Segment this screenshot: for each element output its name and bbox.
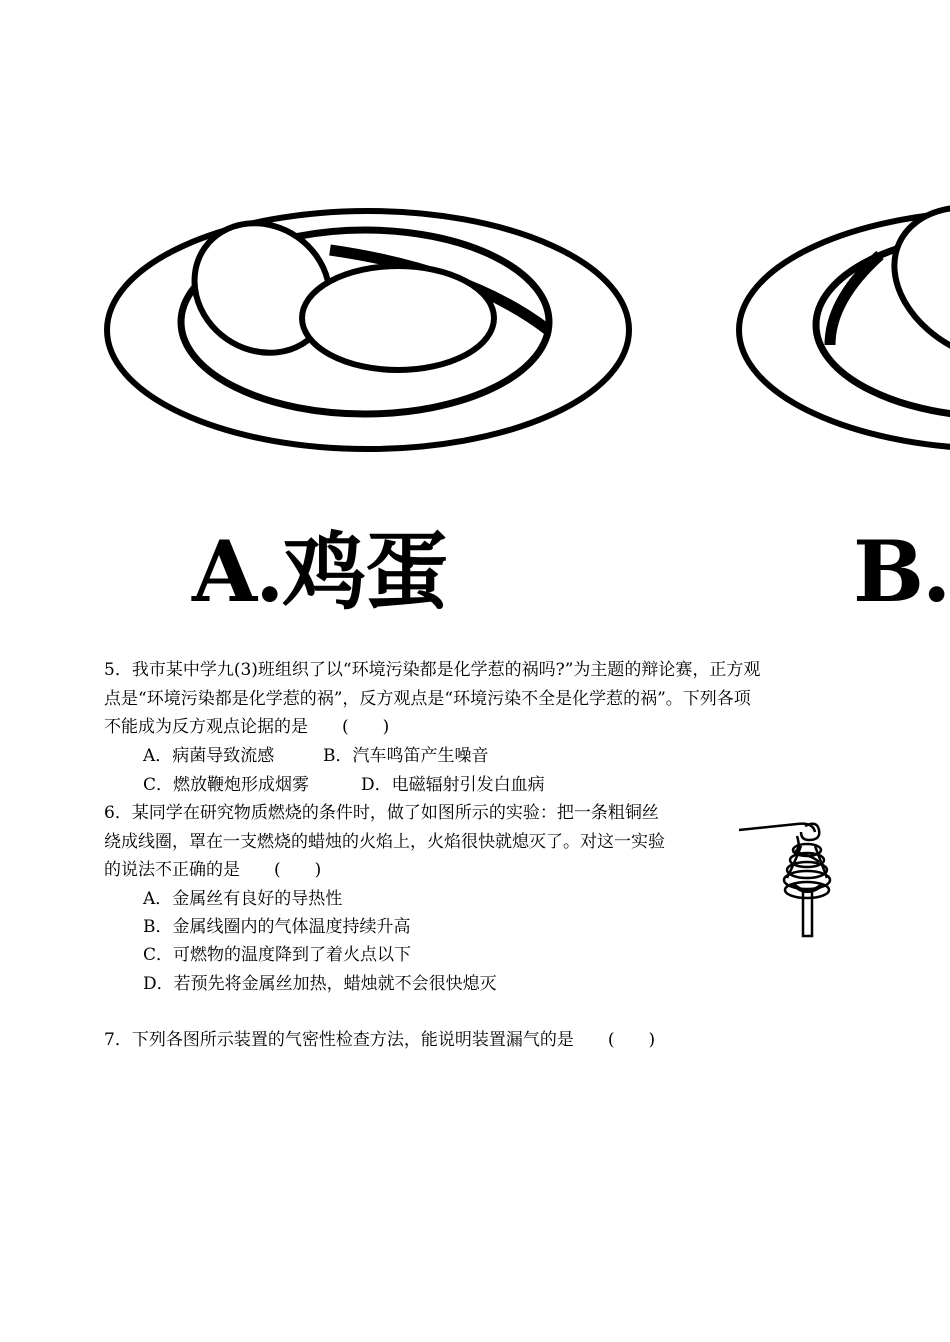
q6-option-b: B．金属线圈内的气体温度持续升高 — [143, 917, 411, 937]
q5-option-b: B．汽车鸣笛产生噪音 — [323, 746, 489, 766]
candle-coil-figure — [735, 812, 845, 942]
option-b-label: B. — [853, 522, 950, 621]
q6-option-a: A．金属丝有良好的导热性 — [143, 889, 343, 909]
plates-figure — [0, 0, 950, 640]
question-6 — [104, 799, 734, 885]
question-6-line-2: 绕成线圈，罩在一支燃烧的蜡烛的火焰上，火焰很快就熄灭了。对这一实验 — [104, 831, 665, 852]
question-5-line-3: 不能成为反方观点论据的是 ( ) — [104, 717, 390, 737]
q5-option-a: A．病菌导致流感 — [143, 746, 275, 766]
question-6-line-3: 的说法不正确的是 ( ) — [104, 860, 322, 880]
q6-option-d: D．若预先将金属丝加热，蜡烛就不会很快熄灭 — [143, 974, 497, 994]
question-5-line-2: 点是“环境污染都是化学惹的祸”，反方观点是“环境污染不全是化学惹的祸”。下列各项 — [104, 688, 751, 709]
q6-option-c: C．可燃物的温度降到了着火点以下 — [143, 945, 412, 965]
q5-option-c: C．燃放鞭炮形成烟雾 — [143, 775, 310, 795]
question-5-line-1: 5．我市某中学九(3)班组织了以“环境污染都是化学惹的祸吗?”为主题的辩论赛，正方观 — [104, 660, 761, 680]
q5-option-d: D．电磁辐射引发白血病 — [361, 775, 545, 795]
option-a-label: A.鸡蛋 — [192, 522, 447, 621]
question-5 — [104, 656, 864, 742]
egg-b — [869, 177, 950, 392]
question-7: 7．下列各图所示装置的气密性检查方法，能说明装置漏气的是 ( ) — [104, 1030, 656, 1050]
egg-right — [302, 266, 494, 370]
question-6-line-1: 6．某同学在研究物质燃烧的条件时，做了如图所示的实验：把一条粗铜丝 — [104, 803, 659, 823]
